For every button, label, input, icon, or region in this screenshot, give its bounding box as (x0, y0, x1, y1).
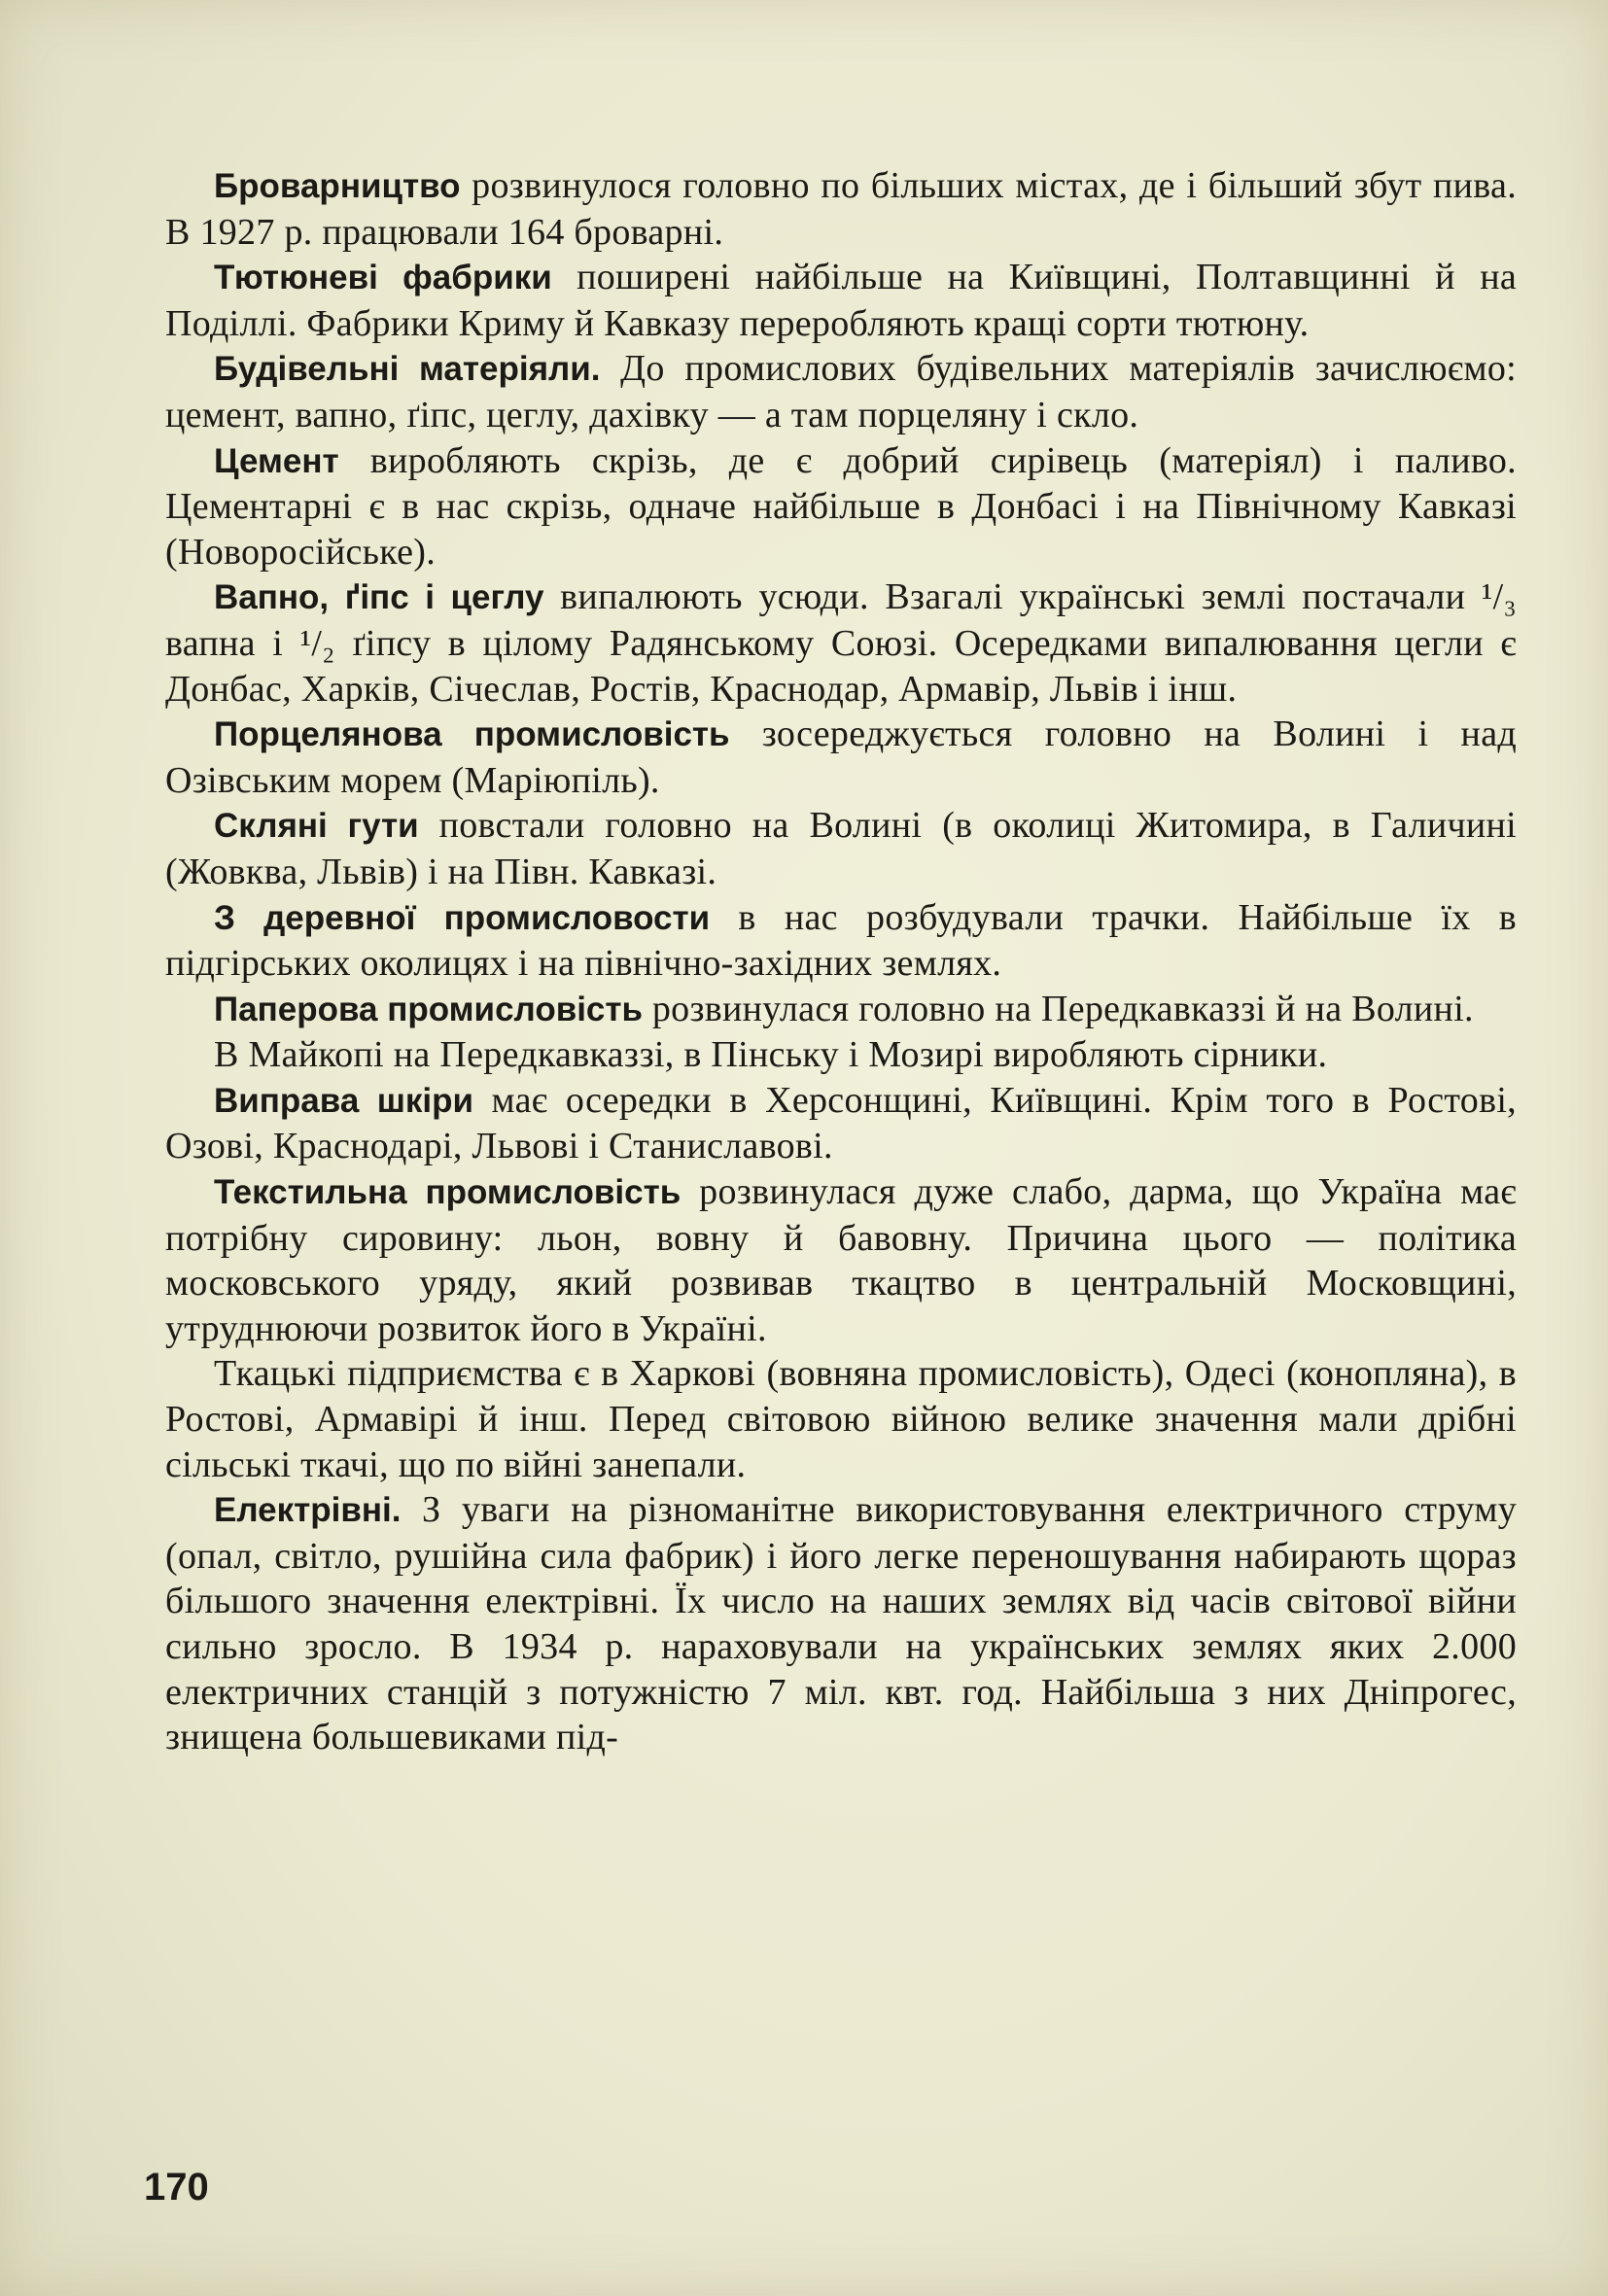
run-in-heading: Вапно, ґіпс і цеглу (214, 578, 544, 617)
page-number: 170 (144, 2166, 209, 2209)
run-in-heading: Броварництво (214, 167, 461, 205)
paragraph-sirnyky (165, 1032, 1517, 1078)
paragraph-vyprava-shkiry (165, 1078, 1517, 1169)
paragraph-text: До промислових будівельних матеріялів зачислюємо: цемент, вапно, ґіпс, цеглу, дахівку — а там порцеляну і скло. (165, 348, 1517, 435)
paragraph-text: В Майкопі на Передкавказзі, в Пінську і Мозирі виробляють сірники. (214, 1034, 1328, 1076)
run-in-heading: З деревної промисловости (214, 898, 711, 937)
paragraph-paperova-promyslovist (165, 987, 1517, 1033)
paragraph-brovarnytstvo (165, 163, 1517, 255)
run-in-heading: Текстильна промисловість (214, 1173, 682, 1212)
paragraph-text: в нас розбудували трачки. Найбільше їх в підгірських околицях і на північно-західних землях. (165, 896, 1517, 985)
run-in-heading: Цемент (214, 441, 339, 480)
paragraph-text: має осередки в Херсонщині, Київщині. Крім того в Ростові, Озові, Краснодарі, Львові і Станиславові. (165, 1079, 1517, 1167)
paragraph-portselianova-promyslovist (165, 712, 1517, 803)
paragraph-text: виробляють скрізь, де є добрий сирівець (матеріял) і паливо. Цементарні є в нас скрізь, одначе найбільше в Донбасі і на Північному Кавказі (Новоросійське). (165, 439, 1517, 573)
paragraph-text: повстали головно на Волині (в околиці Житомира, в Галичині (Жовква, Львів) і на Півн. Кавказі. (165, 805, 1518, 892)
paragraph-text: поширені найбільше на Київщині, Полтавщинні й на Поділлі. Фабрики Криму й Кавказу переробляють кращі сорти тютюну. (165, 257, 1517, 344)
paragraph-budivelni-materialy (165, 346, 1517, 437)
paragraph-elektrivni (165, 1487, 1517, 1760)
paragraph-tekstylna-promyslovist (165, 1169, 1517, 1351)
paragraph-text: Ткацькі підприємства є в Харкові (вовняна промисловість), Одесі (конопляна), в Ростові, Армавірі й інш. Перед світовою війною велике значення мали дрібні сільські ткачі, що по війні занепали. (165, 1353, 1517, 1485)
paragraph-text: розвинулося головно по більших містах, де і більший збут пива. В 1927 р. працювали 164 броварні. (165, 165, 1517, 253)
run-in-heading: Тютюневі фабрики (214, 259, 552, 297)
paragraph-skliani-huty (165, 803, 1517, 894)
body-text (165, 163, 1517, 1760)
paragraph-text: випалюють усюди. Взагалі українські землі постачали ¹/₃ вапна і ¹/₂ ґіпсу в цілому Радянському Союзі. Осередками випалювання цегли є Донбас, Харків, Січеслав, Ростів, Краснодар, Армавір, Львів і інш. (165, 576, 1517, 710)
run-in-heading: Паперова промисловість (214, 990, 644, 1028)
run-in-heading: Порцелянова промисловість (214, 715, 730, 754)
paragraph-vapno-gips-tseglu (165, 574, 1517, 712)
run-in-heading: Будівельні матеріяли. (214, 350, 601, 389)
run-in-heading: Скляні гути (214, 807, 419, 846)
paragraph-text: розвинулася дуже слабо, дарма, що Україна має потрібну сировину: льон, вовну й бавовну. Причина цього — політика московського уряду, який розвивав ткацтво в центральній Московщині, утруднюючи розвиток його в Україні. (165, 1171, 1517, 1349)
run-in-heading: Електрівні. (214, 1491, 402, 1530)
paragraph-tiutiunevi-fabryky (165, 255, 1517, 346)
run-in-heading: Виправа шкіри (214, 1081, 474, 1120)
paragraph-text: З уваги на різноманітне використовування електричного струму (опал, світло, рушійна сила фабрик) і його легке переношування набирають щораз більшого значення електрівні. Їх число на наших землях від часів світової війни сильно зросло. В 1934 р. нараховували на українських землях яких 2.000 електричних станцій з потужністю 7 міл. квт. год. Найбільша з них Дніпрогес, знищена большевиками під- (165, 1489, 1517, 1758)
paragraph-text: розвинулася головно на Передкавказзі й на Волині. (643, 988, 1474, 1029)
paragraph-tsement (165, 438, 1517, 575)
paragraph-tkatski-pidpryiemstva (165, 1351, 1517, 1487)
paragraph-text: зосереджується головно на Волині і над Озівським морем (Маріюпіль). (165, 713, 1517, 801)
paragraph-derevna-promyslovist (165, 895, 1517, 987)
